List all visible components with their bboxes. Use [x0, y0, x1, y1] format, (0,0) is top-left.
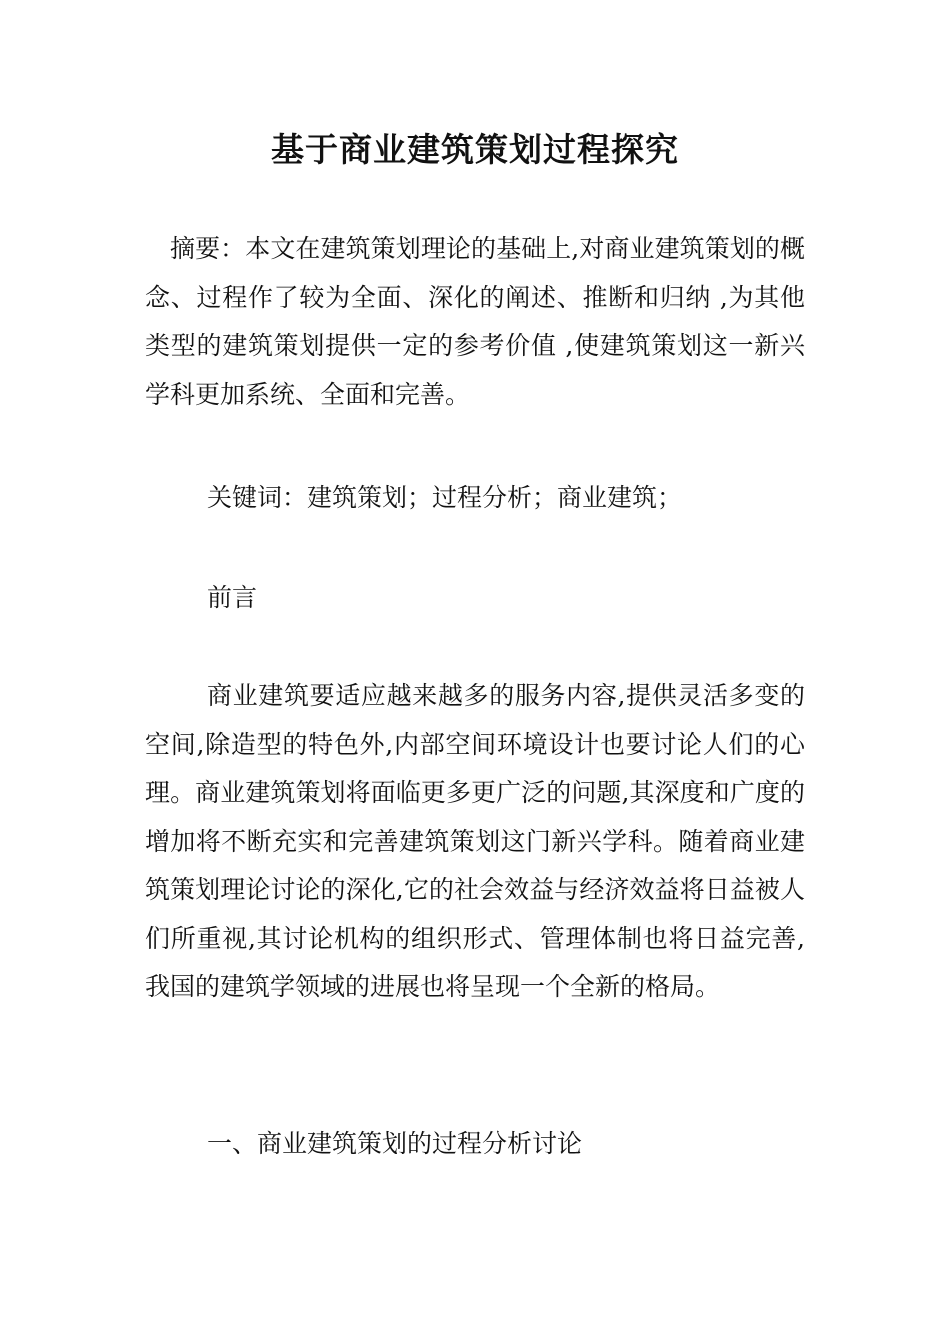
- document-title: 基于商业建筑策划过程探究: [271, 130, 679, 169]
- preface-body-paragraph: 商业建筑要适应越来越多的服务内容,提供灵活多变的空间,除造型的特色外,内部空间环境设计也要讨论人们的心理。商业建筑策划将面临更多更广泛的问题,其深度和广度的增加将不断充实和完善建筑策划这门新兴学科。随着商业建筑策划理论讨论的深化,它的社会效益与经济效益将日益被人们所重视,其讨论机构的组织形式、管理体制也将日益完善,我国的建筑学领域的进展也将呈现一个全新的格局。: [145, 681, 805, 1001]
- preface-heading: 前言: [207, 583, 258, 612]
- keywords-line: 关键词：建筑策划；过程分析；商业建筑；: [207, 483, 683, 512]
- section-heading: 一、商业建筑策划的过程分析讨论: [207, 1129, 583, 1158]
- abstract-paragraph: 摘要：本文在建筑策划理论的基础上,对商业建筑策划的概念、过程作了较为全面、深化的阐述、推断和归纳 ,为其他类型的建筑策划提供一定的参考价值 ,使建筑策划这一新兴学科更加系统、全面和完善。: [145, 234, 805, 409]
